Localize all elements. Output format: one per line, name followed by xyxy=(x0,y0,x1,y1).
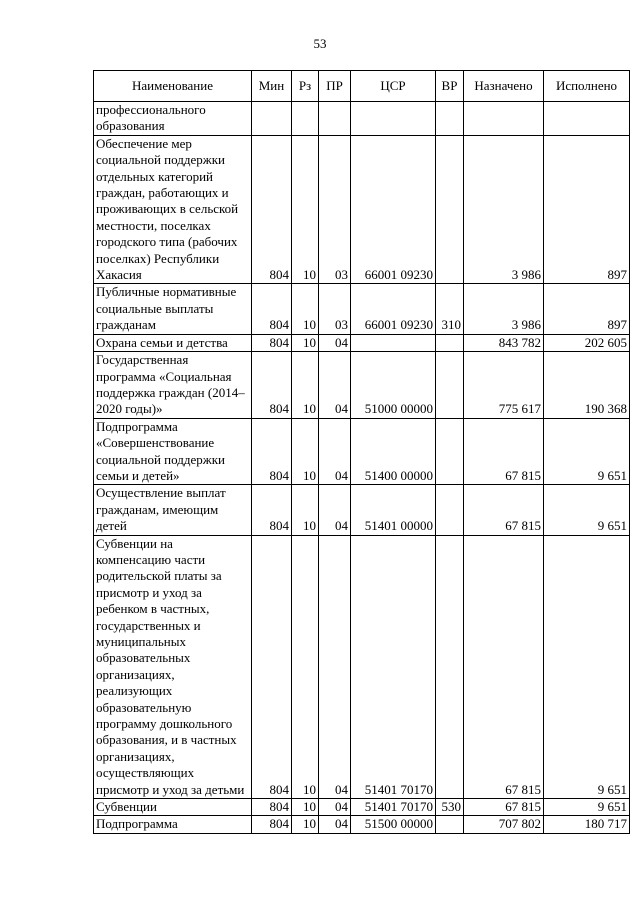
row-executed: 180 717 xyxy=(544,816,630,833)
row-assigned: 67 815 xyxy=(464,485,544,535)
row-assigned: 843 782 xyxy=(464,334,544,351)
row-min: 804 xyxy=(252,816,292,833)
row-csr: 51401 00000 xyxy=(351,485,436,535)
row-csr: 51000 00000 xyxy=(351,352,436,419)
row-executed: 202 605 xyxy=(544,334,630,351)
row-pr: 04 xyxy=(319,418,351,485)
row-name: Осуществление выплат гражданам, имеющим детей xyxy=(94,485,252,535)
row-pr xyxy=(319,102,351,136)
table-row xyxy=(94,102,630,136)
row-pr: 04 xyxy=(319,334,351,351)
row-vr xyxy=(436,485,464,535)
table-row xyxy=(94,535,630,799)
row-vr: 310 xyxy=(436,284,464,334)
row-pr: 04 xyxy=(319,535,351,799)
row-name: Публичные нормативные социальные выплаты гражданам xyxy=(94,284,252,334)
row-assigned: 775 617 xyxy=(464,352,544,419)
row-pr: 03 xyxy=(319,284,351,334)
row-min: 804 xyxy=(252,799,292,816)
row-rz: 10 xyxy=(292,352,319,419)
table-row xyxy=(94,485,630,535)
row-pr: 04 xyxy=(319,352,351,419)
row-vr xyxy=(436,535,464,799)
row-assigned: 3 986 xyxy=(464,284,544,334)
row-executed xyxy=(544,102,630,136)
row-rz: 10 xyxy=(292,816,319,833)
row-name: Подпрограмма «Совершенствование социальной поддержки семьи и детей» xyxy=(94,418,252,485)
row-rz: 10 xyxy=(292,485,319,535)
table-row xyxy=(94,352,630,419)
table-row xyxy=(94,816,630,833)
row-min: 804 xyxy=(252,418,292,485)
row-vr xyxy=(436,334,464,351)
row-min: 804 xyxy=(252,535,292,799)
row-vr: 530 xyxy=(436,799,464,816)
column-header-rz: Рз xyxy=(292,71,319,102)
row-vr xyxy=(436,102,464,136)
row-executed: 9 651 xyxy=(544,535,630,799)
row-csr: 51401 70170 xyxy=(351,535,436,799)
budget-table xyxy=(93,70,630,834)
row-rz: 10 xyxy=(292,135,319,284)
row-rz xyxy=(292,102,319,136)
row-pr: 04 xyxy=(319,799,351,816)
column-header-name: Наименование xyxy=(94,71,252,102)
row-rz: 10 xyxy=(292,535,319,799)
row-rz: 10 xyxy=(292,284,319,334)
row-rz: 10 xyxy=(292,334,319,351)
row-csr xyxy=(351,334,436,351)
row-assigned: 707 802 xyxy=(464,816,544,833)
row-min: 804 xyxy=(252,334,292,351)
row-min: 804 xyxy=(252,284,292,334)
row-name: Обеспечение мер социальной поддержки отдельных категорий граждан, работающих и проживающих в сельской местности, поселках городского типа (рабочих поселках) Республики Хакасия xyxy=(94,135,252,284)
row-executed: 9 651 xyxy=(544,485,630,535)
row-executed: 897 xyxy=(544,284,630,334)
row-name: Подпрограмма xyxy=(94,816,252,833)
row-vr xyxy=(436,135,464,284)
row-name: Охрана семьи и детства xyxy=(94,334,252,351)
row-csr: 66001 09230 xyxy=(351,135,436,284)
row-csr: 51500 00000 xyxy=(351,816,436,833)
column-header-vr: ВР xyxy=(436,71,464,102)
row-assigned xyxy=(464,102,544,136)
row-csr: 51400 00000 xyxy=(351,418,436,485)
row-vr xyxy=(436,352,464,419)
row-pr: 03 xyxy=(319,135,351,284)
row-csr: 66001 09230 xyxy=(351,284,436,334)
row-assigned: 67 815 xyxy=(464,535,544,799)
row-rz: 10 xyxy=(292,418,319,485)
row-executed: 190 368 xyxy=(544,352,630,419)
row-min: 804 xyxy=(252,352,292,419)
row-executed: 9 651 xyxy=(544,418,630,485)
row-min xyxy=(252,102,292,136)
row-pr: 04 xyxy=(319,816,351,833)
table-row xyxy=(94,334,630,351)
row-min: 804 xyxy=(252,485,292,535)
row-executed: 897 xyxy=(544,135,630,284)
column-header-min: Мин xyxy=(252,71,292,102)
row-assigned: 67 815 xyxy=(464,799,544,816)
row-rz: 10 xyxy=(292,799,319,816)
row-assigned: 3 986 xyxy=(464,135,544,284)
row-name: Субвенции xyxy=(94,799,252,816)
table-row xyxy=(94,284,630,334)
table-header-row xyxy=(94,71,630,102)
row-csr: 51401 70170 xyxy=(351,799,436,816)
column-header-executed: Исполнено xyxy=(544,71,630,102)
table-row xyxy=(94,135,630,284)
row-csr xyxy=(351,102,436,136)
row-vr xyxy=(436,816,464,833)
table-row xyxy=(94,418,630,485)
row-name: Государственная программа «Социальная поддержка граждан (2014–2020 годы)» xyxy=(94,352,252,419)
row-name: Субвенции на компенсацию части родительской платы за присмотр и уход за ребенком в частных, государственных и муниципальных образовательных организациях, реализующих образовательную программу дошкольного образования, и в частных организациях, осуществляющих присмотр и уход за детьми xyxy=(94,535,252,799)
row-assigned: 67 815 xyxy=(464,418,544,485)
column-header-csr: ЦСР xyxy=(351,71,436,102)
table-row xyxy=(94,799,630,816)
row-executed: 9 651 xyxy=(544,799,630,816)
row-pr: 04 xyxy=(319,485,351,535)
page-number: 53 xyxy=(313,36,327,51)
row-name: профессионального образования xyxy=(94,102,252,136)
column-header-pr: ПР xyxy=(319,71,351,102)
row-vr xyxy=(436,418,464,485)
row-min: 804 xyxy=(252,135,292,284)
column-header-assigned: Назначено xyxy=(464,71,544,102)
